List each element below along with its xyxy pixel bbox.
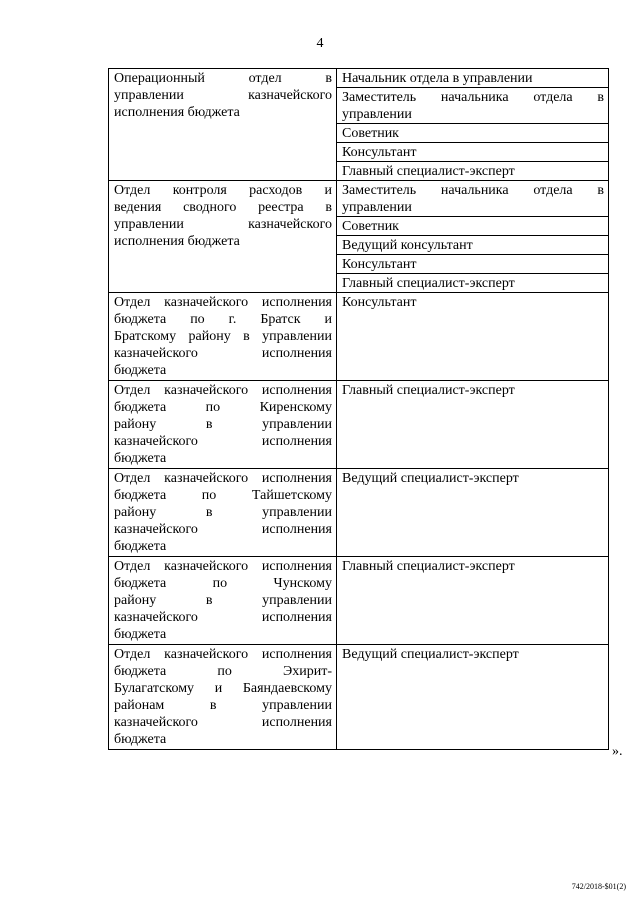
positions-cell: [337, 69, 609, 181]
department-line: казначейского исполнения: [114, 610, 332, 625]
department-line: исполнения бюджета: [114, 105, 240, 120]
table-row: [109, 469, 609, 557]
department-line: казначейского исполнения: [114, 346, 332, 361]
closing-quote: ».: [612, 744, 623, 759]
department-line: бюджета: [114, 627, 167, 642]
department-cell: [109, 645, 337, 750]
positions-cell: [337, 469, 609, 557]
table-row: [109, 381, 609, 469]
position-item: Заместитель начальника отдела в управлении: [337, 88, 608, 124]
positions-cell: [337, 645, 609, 750]
department-line: Отдел казначейского исполнения: [114, 295, 332, 310]
position-item: Советник: [337, 217, 608, 236]
position-item: Консультант: [337, 255, 608, 274]
position-item: Главный специалист-эксперт: [342, 164, 515, 179]
table-row: [109, 69, 609, 181]
department-line: районам в управлении: [114, 698, 332, 713]
page-number: 4: [316, 36, 324, 51]
position-item: Советник: [337, 124, 608, 143]
position-item: Главный специалист-эксперт: [342, 276, 515, 291]
department-line: бюджета по г. Братск и: [114, 312, 332, 327]
table-body: [109, 69, 609, 750]
position-item: Начальник отдела в управлении: [337, 69, 608, 88]
department-line: Отдел контроля расходов и: [114, 183, 332, 198]
department-line: казначейского исполнения: [114, 434, 332, 449]
department-line: ведения сводного реестра в: [114, 200, 332, 215]
department-line: казначейского исполнения: [114, 715, 332, 730]
department-cell: [109, 469, 337, 557]
department-line: бюджета по Киренскому: [114, 400, 332, 415]
department-line: Булагатскому и Баяндаевскому: [114, 681, 332, 696]
department-line: исполнения бюджета: [114, 234, 240, 249]
department-line: бюджета: [114, 539, 167, 554]
position-item: Главный специалист-эксперт: [342, 383, 515, 398]
document-code: 742/2018-$01(2): [571, 882, 626, 891]
department-line: бюджета по Тайшетскому: [114, 488, 332, 503]
department-line: бюджета: [114, 451, 167, 466]
department-line: району в управлении: [114, 505, 332, 520]
positions-table: [108, 68, 609, 750]
department-cell: [109, 69, 337, 181]
position-item: Главный специалист-эксперт: [342, 559, 515, 574]
department-line: Братскому району в управлении: [114, 329, 332, 344]
department-line: казначейского исполнения: [114, 522, 332, 537]
department-line: бюджета: [114, 363, 167, 378]
positions-list: [337, 181, 608, 292]
position-item: Консультант: [337, 143, 608, 162]
position-item: Ведущий специалист-эксперт: [342, 647, 519, 662]
position-item: Ведущий специалист-эксперт: [342, 471, 519, 486]
position-item: Ведущий консультант: [337, 236, 608, 255]
table-row: [109, 293, 609, 381]
position-item: Консультант: [342, 295, 417, 310]
department-line: Отдел казначейского исполнения: [114, 647, 332, 662]
department-cell: [109, 381, 337, 469]
department-line: управлении казначейского: [114, 217, 332, 232]
positions-cell: [337, 181, 609, 293]
department-line: району в управлении: [114, 593, 332, 608]
department-cell: [109, 557, 337, 645]
table-row: [109, 181, 609, 293]
department-line: бюджета: [114, 732, 167, 747]
department-line: Отдел казначейского исполнения: [114, 383, 332, 398]
department-cell: [109, 181, 337, 293]
department-line: району в управлении: [114, 417, 332, 432]
department-line: Отдел казначейского исполнения: [114, 559, 332, 574]
positions-cell: [337, 557, 609, 645]
department-line: бюджета по Эхирит-: [114, 664, 332, 679]
department-line: Операционный отдел в: [114, 71, 332, 86]
positions-cell: [337, 293, 609, 381]
position-item: Заместитель начальника отдела в управлении: [337, 181, 608, 217]
table-row: [109, 645, 609, 750]
positions-cell: [337, 381, 609, 469]
positions-list: [337, 69, 608, 180]
department-line: Отдел казначейского исполнения: [114, 471, 332, 486]
table-row: [109, 557, 609, 645]
department-line: управлении казначейского: [114, 88, 332, 103]
department-cell: [109, 293, 337, 381]
department-line: бюджета по Чунскому: [114, 576, 332, 591]
